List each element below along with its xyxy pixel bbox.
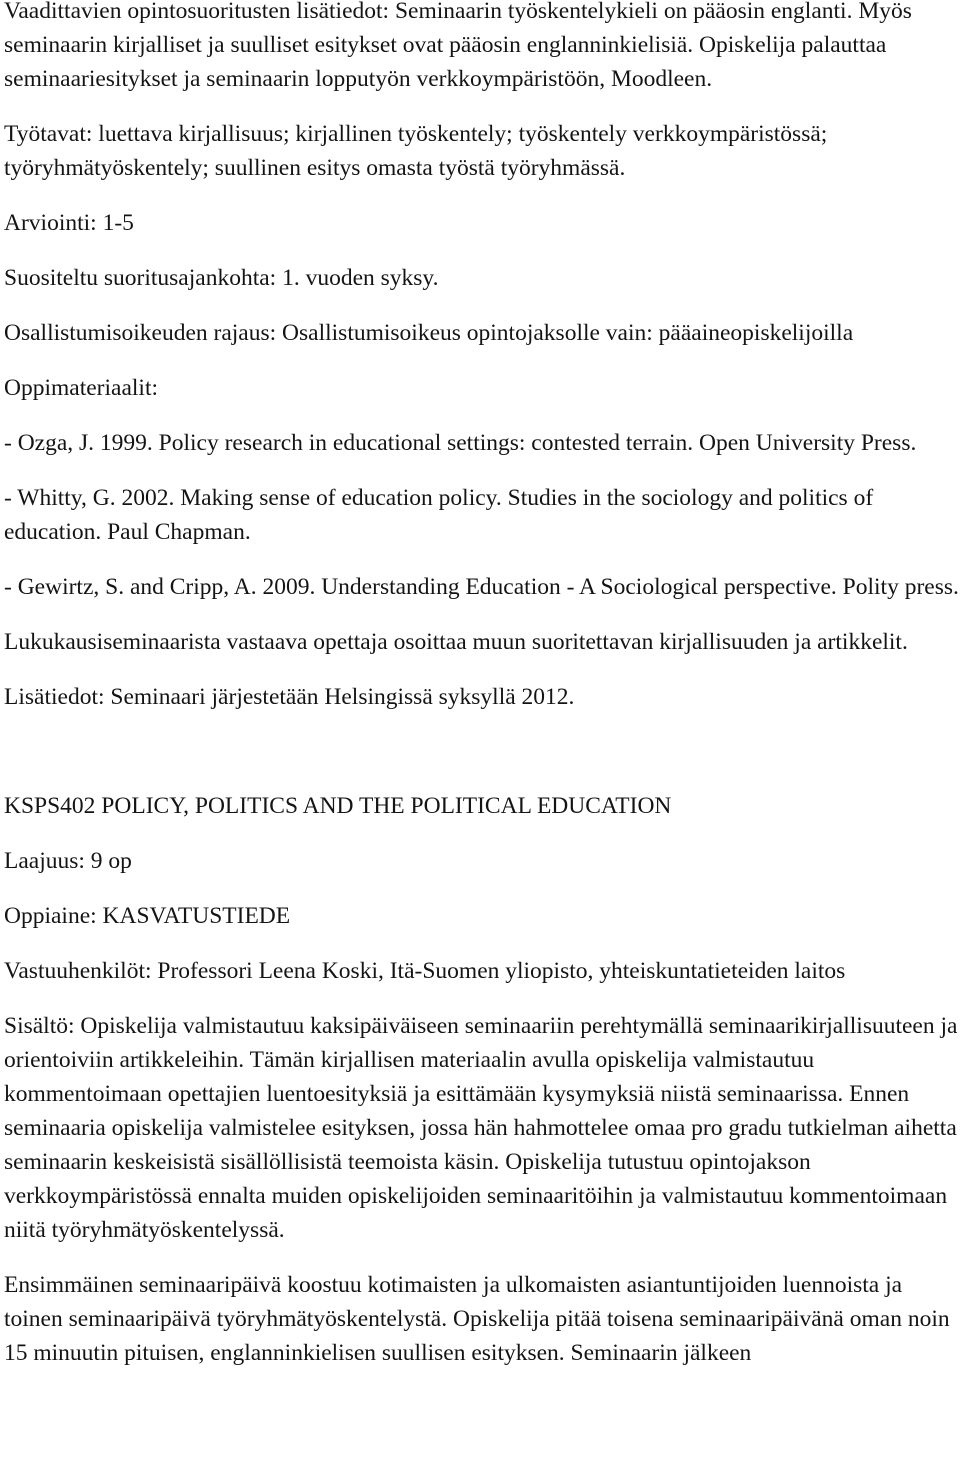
reference-item: - Ozga, J. 1999. Policy research in educational settings: contested terrain. Open University Press.: [4, 430, 917, 456]
course-subject-line: Oppiaine: KASVATUSTIEDE: [4, 903, 291, 929]
reference-list: [4, 426, 960, 604]
literature-note-paragraph: Lukukausiseminaarista vastaava opettaja osoittaa muun suoritettavan kirjallisuuden ja artikkelit.: [4, 629, 908, 655]
course-responsible-line: Vastuuhenkilöt: Professori Leena Koski, Itä-Suomen yliopisto, yhteiskuntatieteiden laitos: [4, 958, 846, 984]
materials-heading: Oppimateriaalit:: [4, 375, 159, 401]
work-methods-paragraph: Työtavat: luettava kirjallisuus; kirjallinen työskentely; työskentely verkkoympäristössä; työryhmätyöskentely; suullinen esitys omasta työstä työryhmässä.: [4, 121, 828, 181]
course-scope-line: Laajuus: 9 op: [4, 848, 132, 874]
reference-item: - Gewirtz, S. and Cripp, A. 2009. Understanding Education - A Sociological perspective. Polity press.: [4, 574, 959, 600]
grading-line: Arviointi: 1-5: [4, 210, 134, 236]
document-page: [4, 0, 960, 1391]
extra-info-line: Lisätiedot: Seminaari järjestetään Helsingissä syksyllä 2012.: [4, 684, 575, 710]
recommended-timing-line: Suositeltu suoritusajankohta: 1. vuoden syksy.: [4, 265, 439, 291]
section-spacer: [4, 735, 960, 789]
course-seminar-paragraph: Ensimmäinen seminaaripäivä koostuu kotimaisten ja ulkomaisten asiantuntijoiden luennoista ja toinen seminaaripäivä työryhmätyöskentelystä. Opiskelija pitää toisena seminaaripäivänä oman noin 15 minuutin pituisen, englanninkielisen suullisen esityksen. Seminaarin jälkeen: [4, 1272, 950, 1366]
participation-restriction-line: Osallistumisoikeuden rajaus: Osallistumisoikeus opintojaksolle vain: pääaineopiskelijoilla: [4, 320, 854, 346]
course-content-paragraph: Sisältö: Opiskelija valmistautuu kaksipäiväiseen seminaariin perehtymällä seminaarikirjallisuuteen ja orientoiviin artikkeleihin. Tämän kirjallisen materiaalin avulla opiskelija valmistautuu kommentoimaan opettajien luentoesityksiä ja esittämään kysymyksiä niistä seminaarissa. Ennen seminaaria opiskelija valmistelee esityksen, jossa hän hahmottelee omaa pro gradu tutkielman aihetta seminaarin keskeisistä sisällöllisistä teemoista käsin. Opiskelija tutustuu opintojakson verkkoympäristössä ennalta muiden opiskelijoiden seminaaritöihin ja valmistautuu kommentoimaan niitä työryhmätyöskentelyssä.: [4, 1013, 958, 1243]
additional-info-paragraph: Vaadittavien opintosuoritusten lisätiedot: Seminaarin työskentelykieli on pääosin englanti. Myös seminaarin kirjalliset ja suulliset esitykset ovat pääosin englanninkielisiä. Opiskelija palauttaa seminaariesitykset ja seminaarin lopputyön verkkoympäristöön, Moodleen.: [4, 0, 912, 92]
course-heading: KSPS402 POLICY, POLITICS AND THE POLITICAL EDUCATION: [4, 793, 672, 819]
reference-item: - Whitty, G. 2002. Making sense of education policy. Studies in the sociology and politics of education. Paul Chapman.: [4, 485, 874, 545]
